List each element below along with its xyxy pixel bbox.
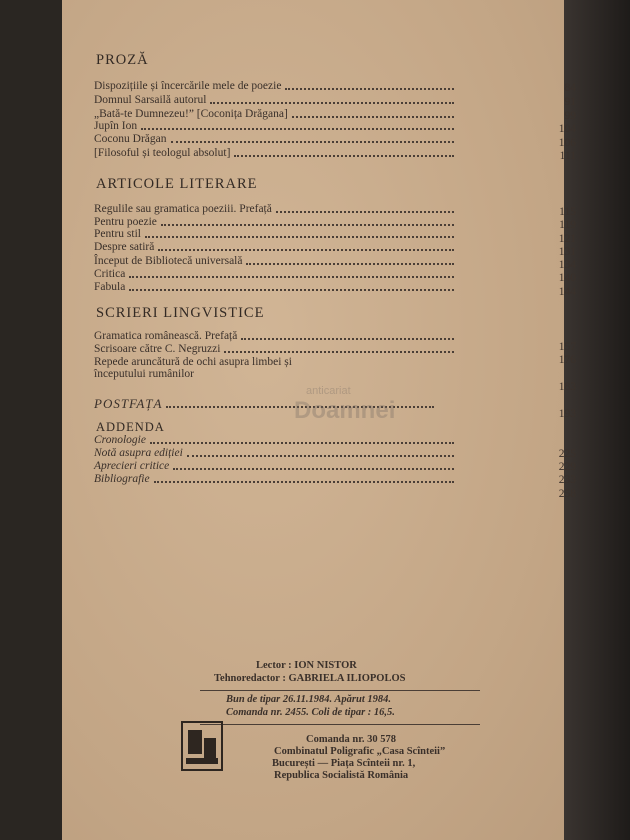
toc-page: 233 [558, 474, 576, 486]
toc-entry: Început de Bibliotecă universală [94, 255, 454, 267]
imprint-order: Comanda nr. 30 578 [306, 734, 397, 745]
toc-entry: Dispozițiile și încercările mele de poezie [94, 80, 454, 92]
watermark: anticariat Doamnei [294, 385, 396, 424]
toc-page: 140 [558, 272, 576, 284]
toc-entry: Pentru poezie [94, 216, 454, 228]
toc-entry-line: începutului rumânilor [94, 368, 194, 380]
credit-tehnoredactor: Tehnoredactor : GABRIELA ILIOPOLOS [214, 673, 406, 684]
section-heading-addenda: ADDENDA [96, 420, 165, 434]
toc-page: 99 [564, 110, 576, 122]
toc-entry: „Bată-te Dumnezeu!” [Coconița Drăgana] [94, 108, 454, 120]
toc-entry: Cronologie [94, 434, 454, 446]
divider [200, 724, 480, 725]
publisher-logo-icon [180, 720, 224, 772]
toc-page: 91 [564, 96, 576, 108]
toc-entry: Notă asupra ediției [94, 447, 454, 459]
toc-page: 134 [558, 259, 576, 271]
toc-entry: Regulile sau gramatica poeziii. Prefață [94, 203, 454, 215]
section-heading-scrieri: SCRIERI LINGVISTICE [96, 305, 265, 321]
toc-entry: Bibliografie [94, 473, 454, 485]
toc-entry-postfata: POSTFAȚA [94, 398, 434, 410]
imprint-line: Combinatul Poligrafic „Casa Scînteii” [274, 746, 446, 757]
toc-entry: Domnul Sarsailă autorul [94, 94, 454, 106]
toc-page: 229 [558, 461, 576, 473]
toc-page: 176 [558, 354, 576, 366]
toc-page: 119 [559, 219, 576, 231]
toc-entry: Coconu Drăgan [94, 133, 454, 145]
toc-page: 84 [564, 82, 576, 94]
divider [200, 690, 480, 691]
toc-entry: Critica [94, 268, 454, 280]
toc-page: 111 [559, 150, 576, 162]
toc-page: 144 [558, 286, 576, 298]
imprint-line: Republica Socialistă România [274, 770, 409, 781]
toc-page: 131 [558, 246, 576, 258]
section-heading-articole: ARTICOLE LITERARE [96, 176, 258, 192]
toc-entry-line: Repede aruncătură de ochi asupra limbei și [94, 356, 292, 368]
toc-entry: Gramatica românească. Prefață [94, 330, 454, 342]
toc-page: 157 [558, 341, 576, 353]
print-info: Bun de tipar 26.11.1984. Apărut 1984. [226, 694, 392, 705]
credit-lector: Lector : ION NISTOR [256, 660, 357, 671]
toc-entry: [Filosoful și teologul absolut] [94, 147, 454, 159]
toc-entry: Jupîn Ion [94, 120, 454, 132]
toc-page: 121 [558, 233, 576, 245]
toc-page: 225 [558, 448, 576, 460]
toc-page: 115 [559, 206, 576, 218]
toc-page: 106 [558, 137, 576, 149]
toc-entry: Despre satiră [94, 241, 454, 253]
toc-page: 104 [558, 123, 576, 135]
toc-page: 193 [558, 408, 576, 420]
toc-entry: Aprecieri critice [94, 460, 454, 472]
toc-page: 258 [558, 488, 576, 500]
print-info: Comanda nr. 2455. Coli de tipar : 16,5. [226, 707, 395, 718]
toc-entry: Fabula [94, 281, 454, 293]
toc-page: 183 [558, 381, 576, 393]
toc-entry: Pentru stil [94, 228, 454, 240]
section-heading-proza: PROZĂ [96, 52, 149, 68]
imprint-line: București — Piața Scînteii nr. 1, [272, 758, 416, 769]
toc-entry: Scrisoare către C. Negruzzi [94, 343, 454, 355]
